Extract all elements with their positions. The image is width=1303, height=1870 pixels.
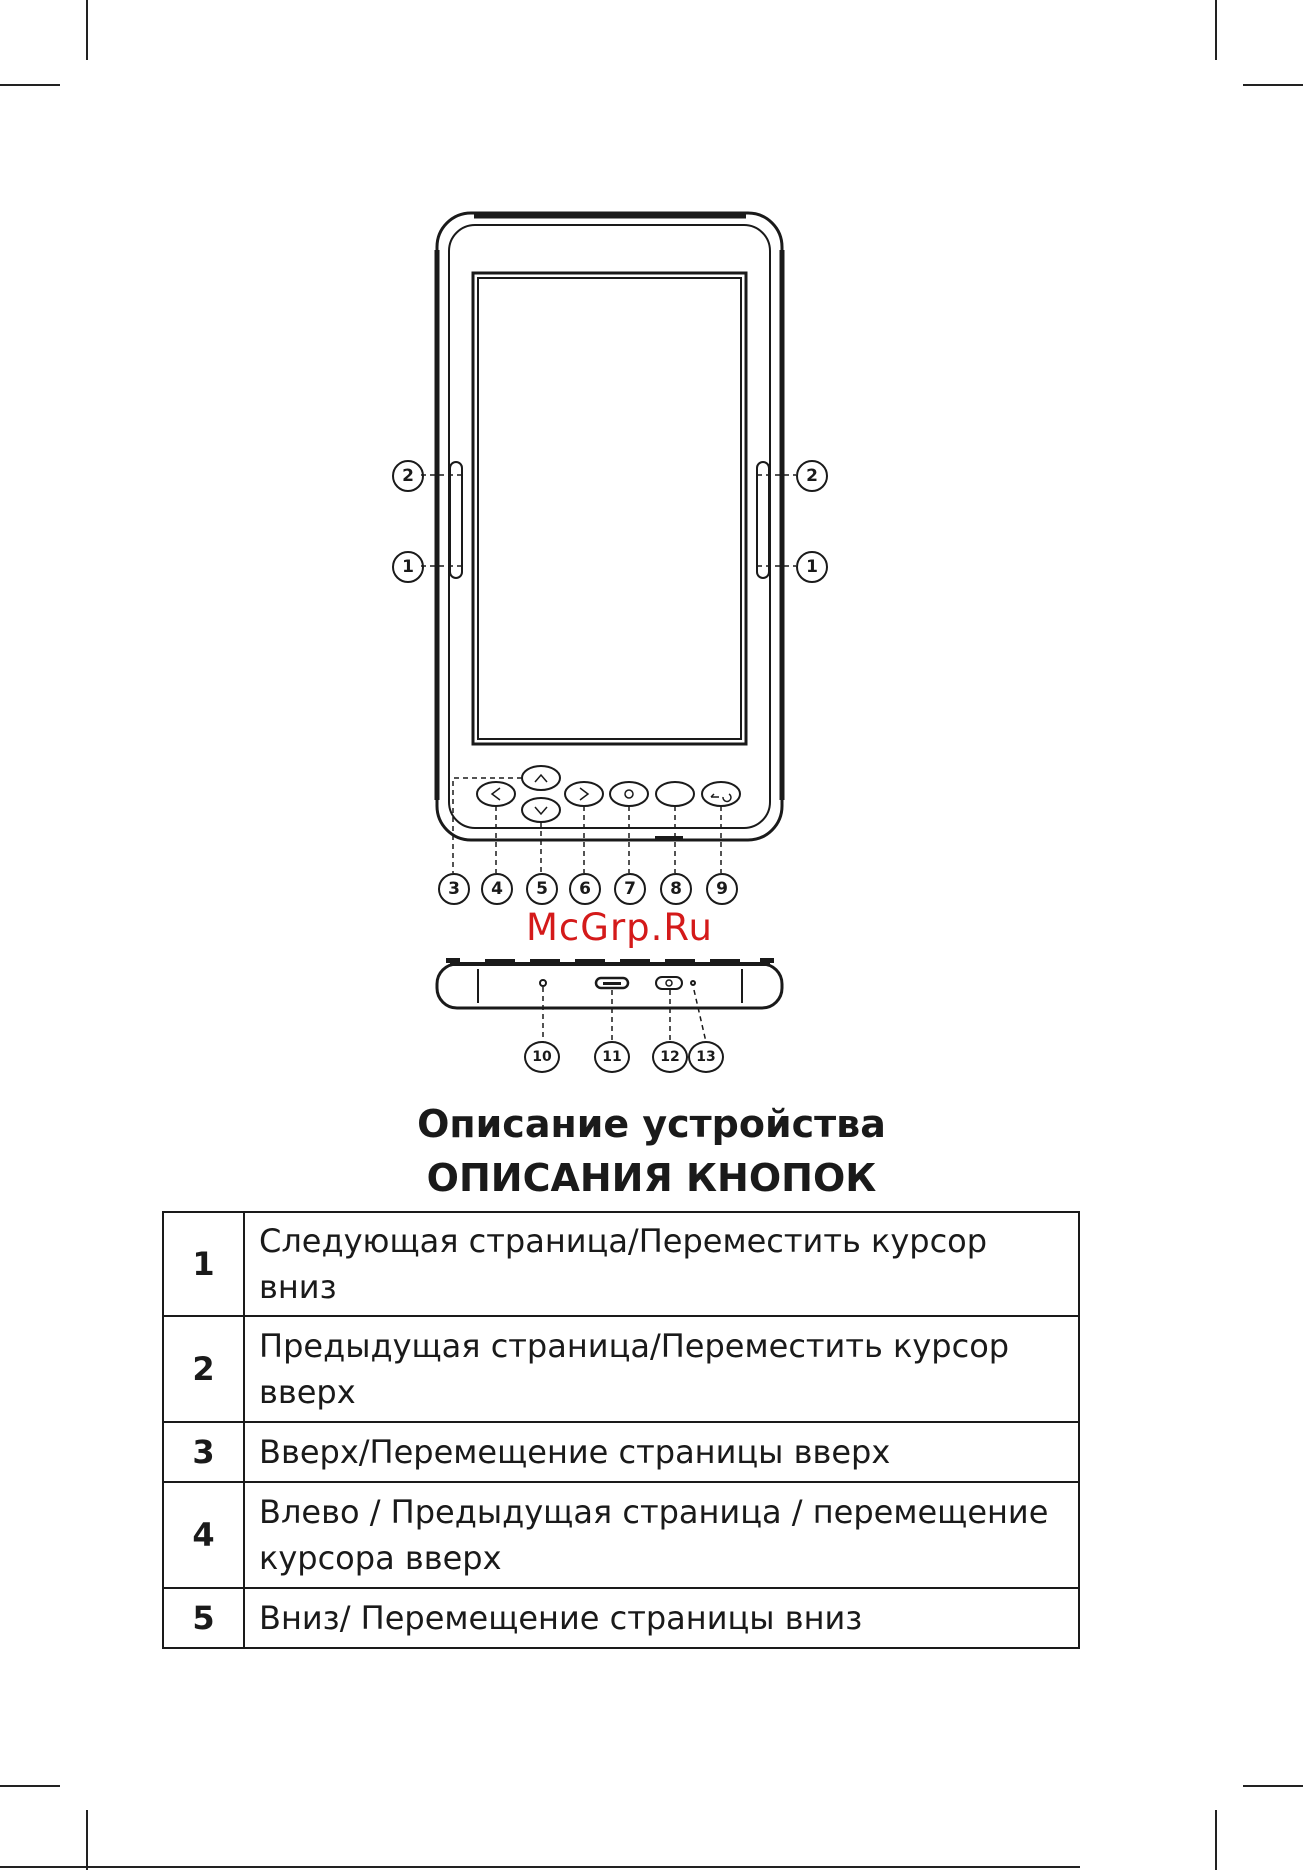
ereader-bottom-view — [437, 958, 782, 1008]
callout-2-right: 2 — [796, 460, 828, 492]
callout-13: 13 — [688, 1041, 724, 1073]
right-button — [565, 782, 603, 806]
crop-mark — [0, 1785, 60, 1787]
side-button-right — [757, 462, 769, 578]
row-text: Вверх/Перемещение страницы вверх — [244, 1422, 1079, 1482]
callout-1-left: 1 — [392, 551, 424, 583]
device-description-heading: Описание устройства — [417, 1102, 886, 1146]
row-text: Вниз/ Перемещение страницы вниз — [244, 1588, 1079, 1648]
callout-4: 4 — [481, 873, 513, 905]
row-number: 5 — [163, 1588, 244, 1648]
button-descriptions-heading: ОПИСАНИЯ КНОПОК — [426, 1156, 877, 1200]
reset-hole — [691, 981, 695, 985]
power-switch — [656, 977, 682, 989]
row-number: 4 — [163, 1482, 244, 1588]
back-button — [702, 782, 740, 806]
callout-1-right: 1 — [796, 551, 828, 583]
row-number: 3 — [163, 1422, 244, 1482]
callout-11: 11 — [594, 1041, 630, 1073]
row-text: Влево / Предыдущая страница / перемещение курсора вверх — [244, 1482, 1079, 1588]
crop-mark — [0, 1866, 1080, 1868]
callout-7: 7 — [614, 873, 646, 905]
row-text: Предыдущая страница/Переместить курсор вверх — [244, 1316, 1079, 1422]
callout-5: 5 — [526, 873, 558, 905]
ok-button — [610, 782, 648, 806]
callout-8: 8 — [660, 873, 692, 905]
up-button — [522, 766, 560, 790]
table-row — [163, 1212, 1079, 1316]
table-row — [163, 1316, 1079, 1422]
row-number: 1 — [163, 1212, 244, 1316]
left-button — [477, 782, 515, 806]
front-buttons — [477, 766, 740, 822]
callout-6: 6 — [569, 873, 601, 905]
crop-mark — [1215, 1810, 1217, 1870]
table-row — [163, 1422, 1079, 1482]
watermark: McGrp.Ru — [526, 906, 713, 949]
crop-mark — [1243, 1785, 1303, 1787]
row-text: Следующая страница/Переместить курсор вниз — [244, 1212, 1079, 1316]
callout-3: 3 — [438, 873, 470, 905]
headphone-jack — [540, 980, 546, 986]
callout-10: 10 — [524, 1041, 560, 1073]
down-button — [522, 798, 560, 822]
menu-button — [656, 782, 694, 806]
button-description-table — [162, 1211, 1080, 1649]
screen — [473, 273, 746, 744]
callout-2-left: 2 — [392, 460, 424, 492]
callout-12: 12 — [652, 1041, 688, 1073]
crop-mark — [86, 1810, 88, 1870]
callout-9: 9 — [706, 873, 738, 905]
side-button-left — [450, 462, 462, 578]
table-row — [163, 1588, 1079, 1648]
ereader-front-view — [437, 213, 782, 841]
table-row — [163, 1482, 1079, 1588]
row-number: 2 — [163, 1316, 244, 1422]
